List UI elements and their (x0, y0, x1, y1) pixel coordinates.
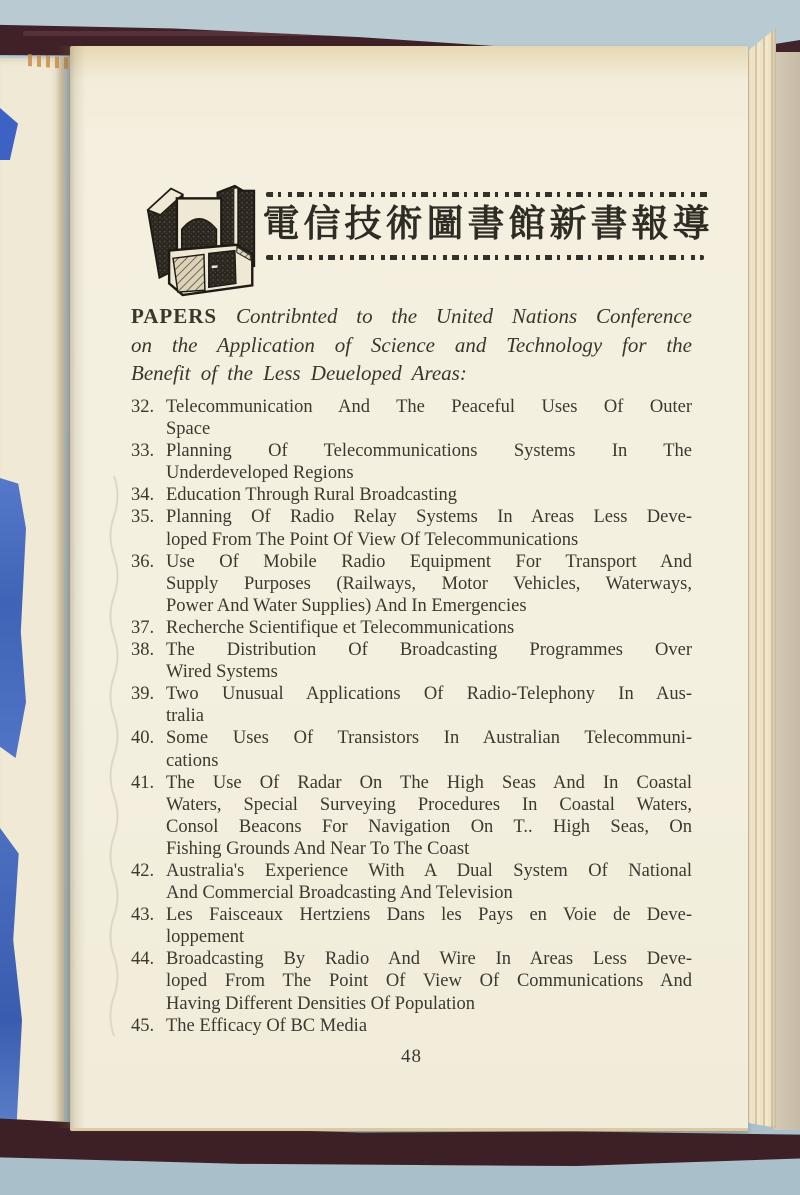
paper-title (166, 683, 692, 727)
paper-title (166, 551, 692, 617)
paper-item (131, 1015, 692, 1037)
paper-item (131, 506, 692, 550)
paper-line: Australia's Experience With A Dual System Of National (166, 860, 692, 881)
paper-line: And Commercial Broadcasting And Television (166, 883, 513, 904)
paper-line: loppement (166, 927, 245, 948)
paper-item (131, 948, 692, 1014)
paper-line: Broadcasting By Radio And Wire In Areas Less Deve- (166, 949, 692, 970)
paper-line: loped From The Point Of View Of Telecommunications (166, 529, 579, 550)
paper-title (166, 639, 692, 683)
paper-line: Planning Of Radio Relay Systems In Areas Less Deve- (166, 507, 692, 528)
paper-title (166, 948, 692, 1014)
page-number: 48 (401, 1046, 422, 1067)
book-endpaper (774, 52, 800, 1130)
intro-text: Contribnted to the United Nations Conference (235, 304, 693, 328)
paper-line: Fishing Grounds And Near To The Coast (166, 838, 470, 859)
paper-title (166, 860, 692, 904)
paper-title (166, 617, 692, 639)
paper-item (131, 551, 692, 617)
banner-dashed-rule-top (266, 192, 712, 197)
paper-title (166, 727, 692, 771)
paper-number: 33. (131, 441, 155, 462)
paper-item (131, 860, 692, 904)
paper-line: cations (166, 750, 219, 771)
paper-item (131, 772, 692, 860)
paper-number: 45. (131, 1015, 155, 1036)
paper-line: Wired Systems (166, 662, 278, 683)
banner-dashed-rule-bottom (266, 255, 704, 260)
paper-line: Education Through Rural Broadcasting (166, 485, 457, 506)
paper-title (166, 904, 692, 948)
paper-line: Power And Water Supplies) And In Emergencies (166, 595, 527, 616)
paper-line: The Distribution Of Broadcasting Programmes Over (166, 640, 692, 661)
book-page (70, 46, 748, 1131)
facing-page-blue-print (0, 108, 18, 160)
paper-number: 38. (131, 640, 155, 661)
paper-number: 41. (131, 772, 155, 793)
paper-number: 37. (131, 617, 155, 638)
paper-line: Les Faisceaux Hertziens Dans les Pays en Voie de Deve- (166, 905, 692, 926)
paper-number: 42. (131, 860, 155, 881)
intro-line: on the Application of Science and Technology for the (131, 332, 692, 357)
paper-item (131, 396, 692, 440)
paper-number: 43. (131, 905, 155, 926)
paper-item (131, 617, 692, 639)
paper-line: Having Different Densities Of Population (166, 993, 475, 1014)
intro-line: Benefit of the Less Deueloped Areas: (131, 361, 467, 385)
library-banner (70, 46, 748, 306)
paper-title (166, 440, 692, 484)
paper-line: The Efficacy Of BC Media (166, 1015, 368, 1036)
paper-line: Supply Purposes (Railways, Motor Vehicles, Waterways, (166, 573, 692, 594)
paper-line: Some Uses Of Transistors In Australian Telecommuni- (166, 728, 692, 749)
paper-item (131, 904, 692, 948)
page-edge-stack (744, 28, 776, 1128)
paper-line: tralia (166, 706, 205, 727)
facing-page-blue-print (0, 828, 22, 1148)
paper-number: 40. (131, 728, 155, 749)
show-through-wave (104, 476, 124, 1056)
paper-title (166, 396, 692, 440)
paper-line: Planning Of Telecommunications Systems In The (166, 441, 692, 462)
paper-line: Waters, Special Surveying Procedures In Coastal Waters, (166, 794, 692, 815)
papers-list (131, 396, 692, 1037)
paper-line: The Use Of Radar On The High Seas And In Coastal (166, 772, 692, 793)
paper-number: 34. (131, 485, 155, 506)
paper-number: 44. (131, 949, 155, 970)
papers-intro (131, 302, 692, 388)
intro-lead: PAPERS (131, 304, 218, 328)
paper-line: Recherche Scientifique et Telecommunications (166, 617, 515, 638)
paper-line: Space (166, 419, 211, 440)
paper-line: Consol Beacons For Navigation On T.. High Seas, On (166, 816, 692, 837)
paper-title (166, 484, 692, 506)
paper-item (131, 727, 692, 771)
paper-line: Telecommunication And The Peaceful Uses Of Outer (166, 397, 692, 417)
paper-title (166, 1015, 692, 1037)
paper-item (131, 484, 692, 506)
books-icon (144, 176, 260, 300)
paper-item (131, 683, 692, 727)
intro-line (131, 302, 692, 331)
paper-line: Underdeveloped Regions (166, 463, 354, 484)
paper-line: Use Of Mobile Radio Equipment For Transport And (166, 551, 692, 572)
facing-page-blue-print (0, 478, 26, 758)
banner-title: 電信技術圖書館新書報導 (262, 204, 714, 245)
paper-number: 32. (131, 397, 155, 417)
paper-line: Two Unusual Applications Of Radio-Telephony In Aus- (166, 684, 692, 705)
paper-title (166, 772, 692, 860)
paper-line: loped From The Point Of View Of Communications And (166, 971, 692, 992)
paper-number: 39. (131, 684, 155, 705)
paper-number: 36. (131, 551, 155, 572)
paper-title (166, 506, 692, 550)
paper-item (131, 440, 692, 484)
paper-item (131, 639, 692, 683)
paper-number: 35. (131, 507, 155, 528)
facing-page-edge (0, 58, 64, 1128)
